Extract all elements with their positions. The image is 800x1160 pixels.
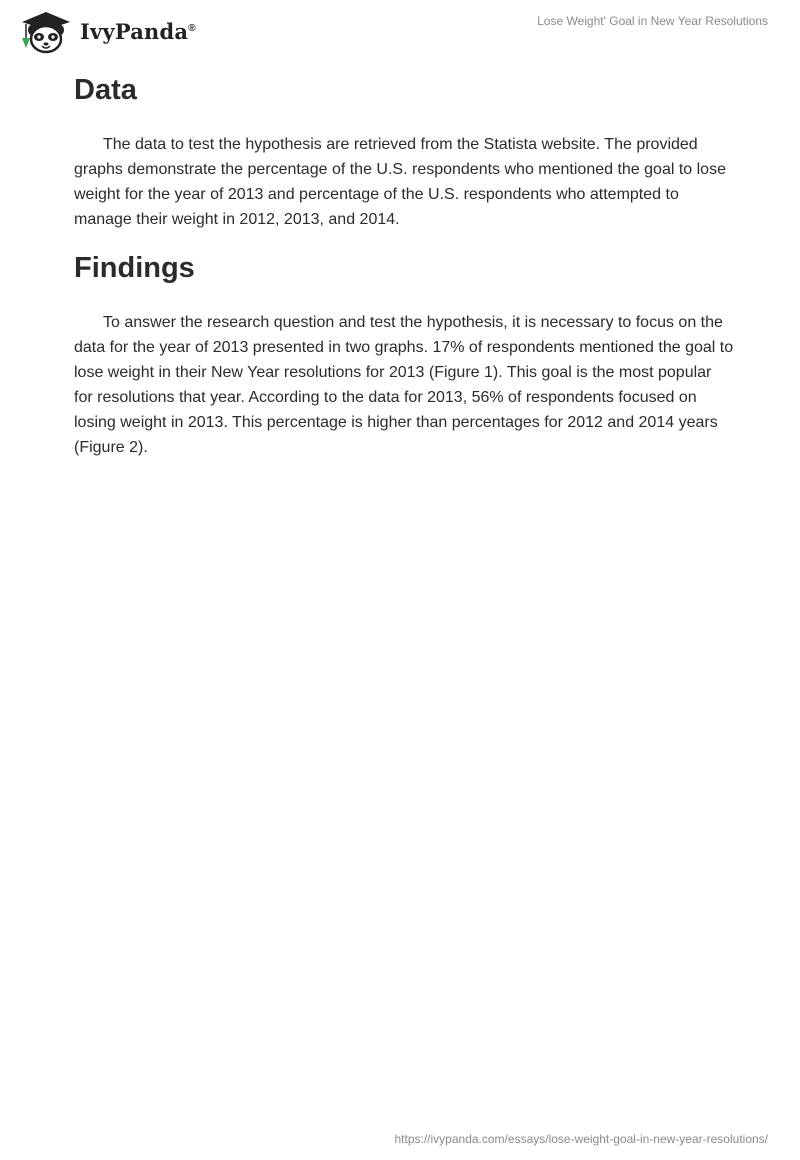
page-header — [0, 0, 800, 60]
running-title: Lose Weight' Goal in New Year Resolutions — [537, 14, 768, 28]
section-paragraph: The data to test the hypothesis are retrieved from the Statista website. The provided graphs demonstrate the percentage of the U.S. respondents who mentioned the goal to lose weight for the year of 2013 and percentage of the U.S. respondents who attempted to manage their weight in 2012, 2013, and 2014. — [74, 136, 726, 228]
section-data — [74, 70, 734, 232]
section-heading: Data — [74, 74, 137, 106]
brand-logo[interactable] — [16, 8, 196, 54]
registered-mark: ® — [188, 22, 196, 34]
source-url-link[interactable]: https://ivypanda.com/essays/lose-weight-goal-in-new-year-resolutions/ — [394, 1132, 768, 1146]
section-paragraph: To answer the research question and test the hypothesis, it is necessary to focus on the data for the year of 2013 presented in two graphs. 17% of respondents mentioned the goal to lose weight in their New Year resolutions for 2013 (Figure 1). This goal is the most popular for resolutions that year. According to the data for 2013, 56% of respondents focused on losing weight in 2013. This percentage is higher than percentages for 2012 and 2014 years (Figure 2). — [74, 314, 734, 456]
essay-content — [74, 70, 734, 460]
panda-logo-icon — [16, 8, 74, 54]
brand-name: IvyPanda® — [80, 18, 196, 44]
section-heading: Findings — [74, 252, 195, 284]
section-findings — [74, 248, 734, 460]
